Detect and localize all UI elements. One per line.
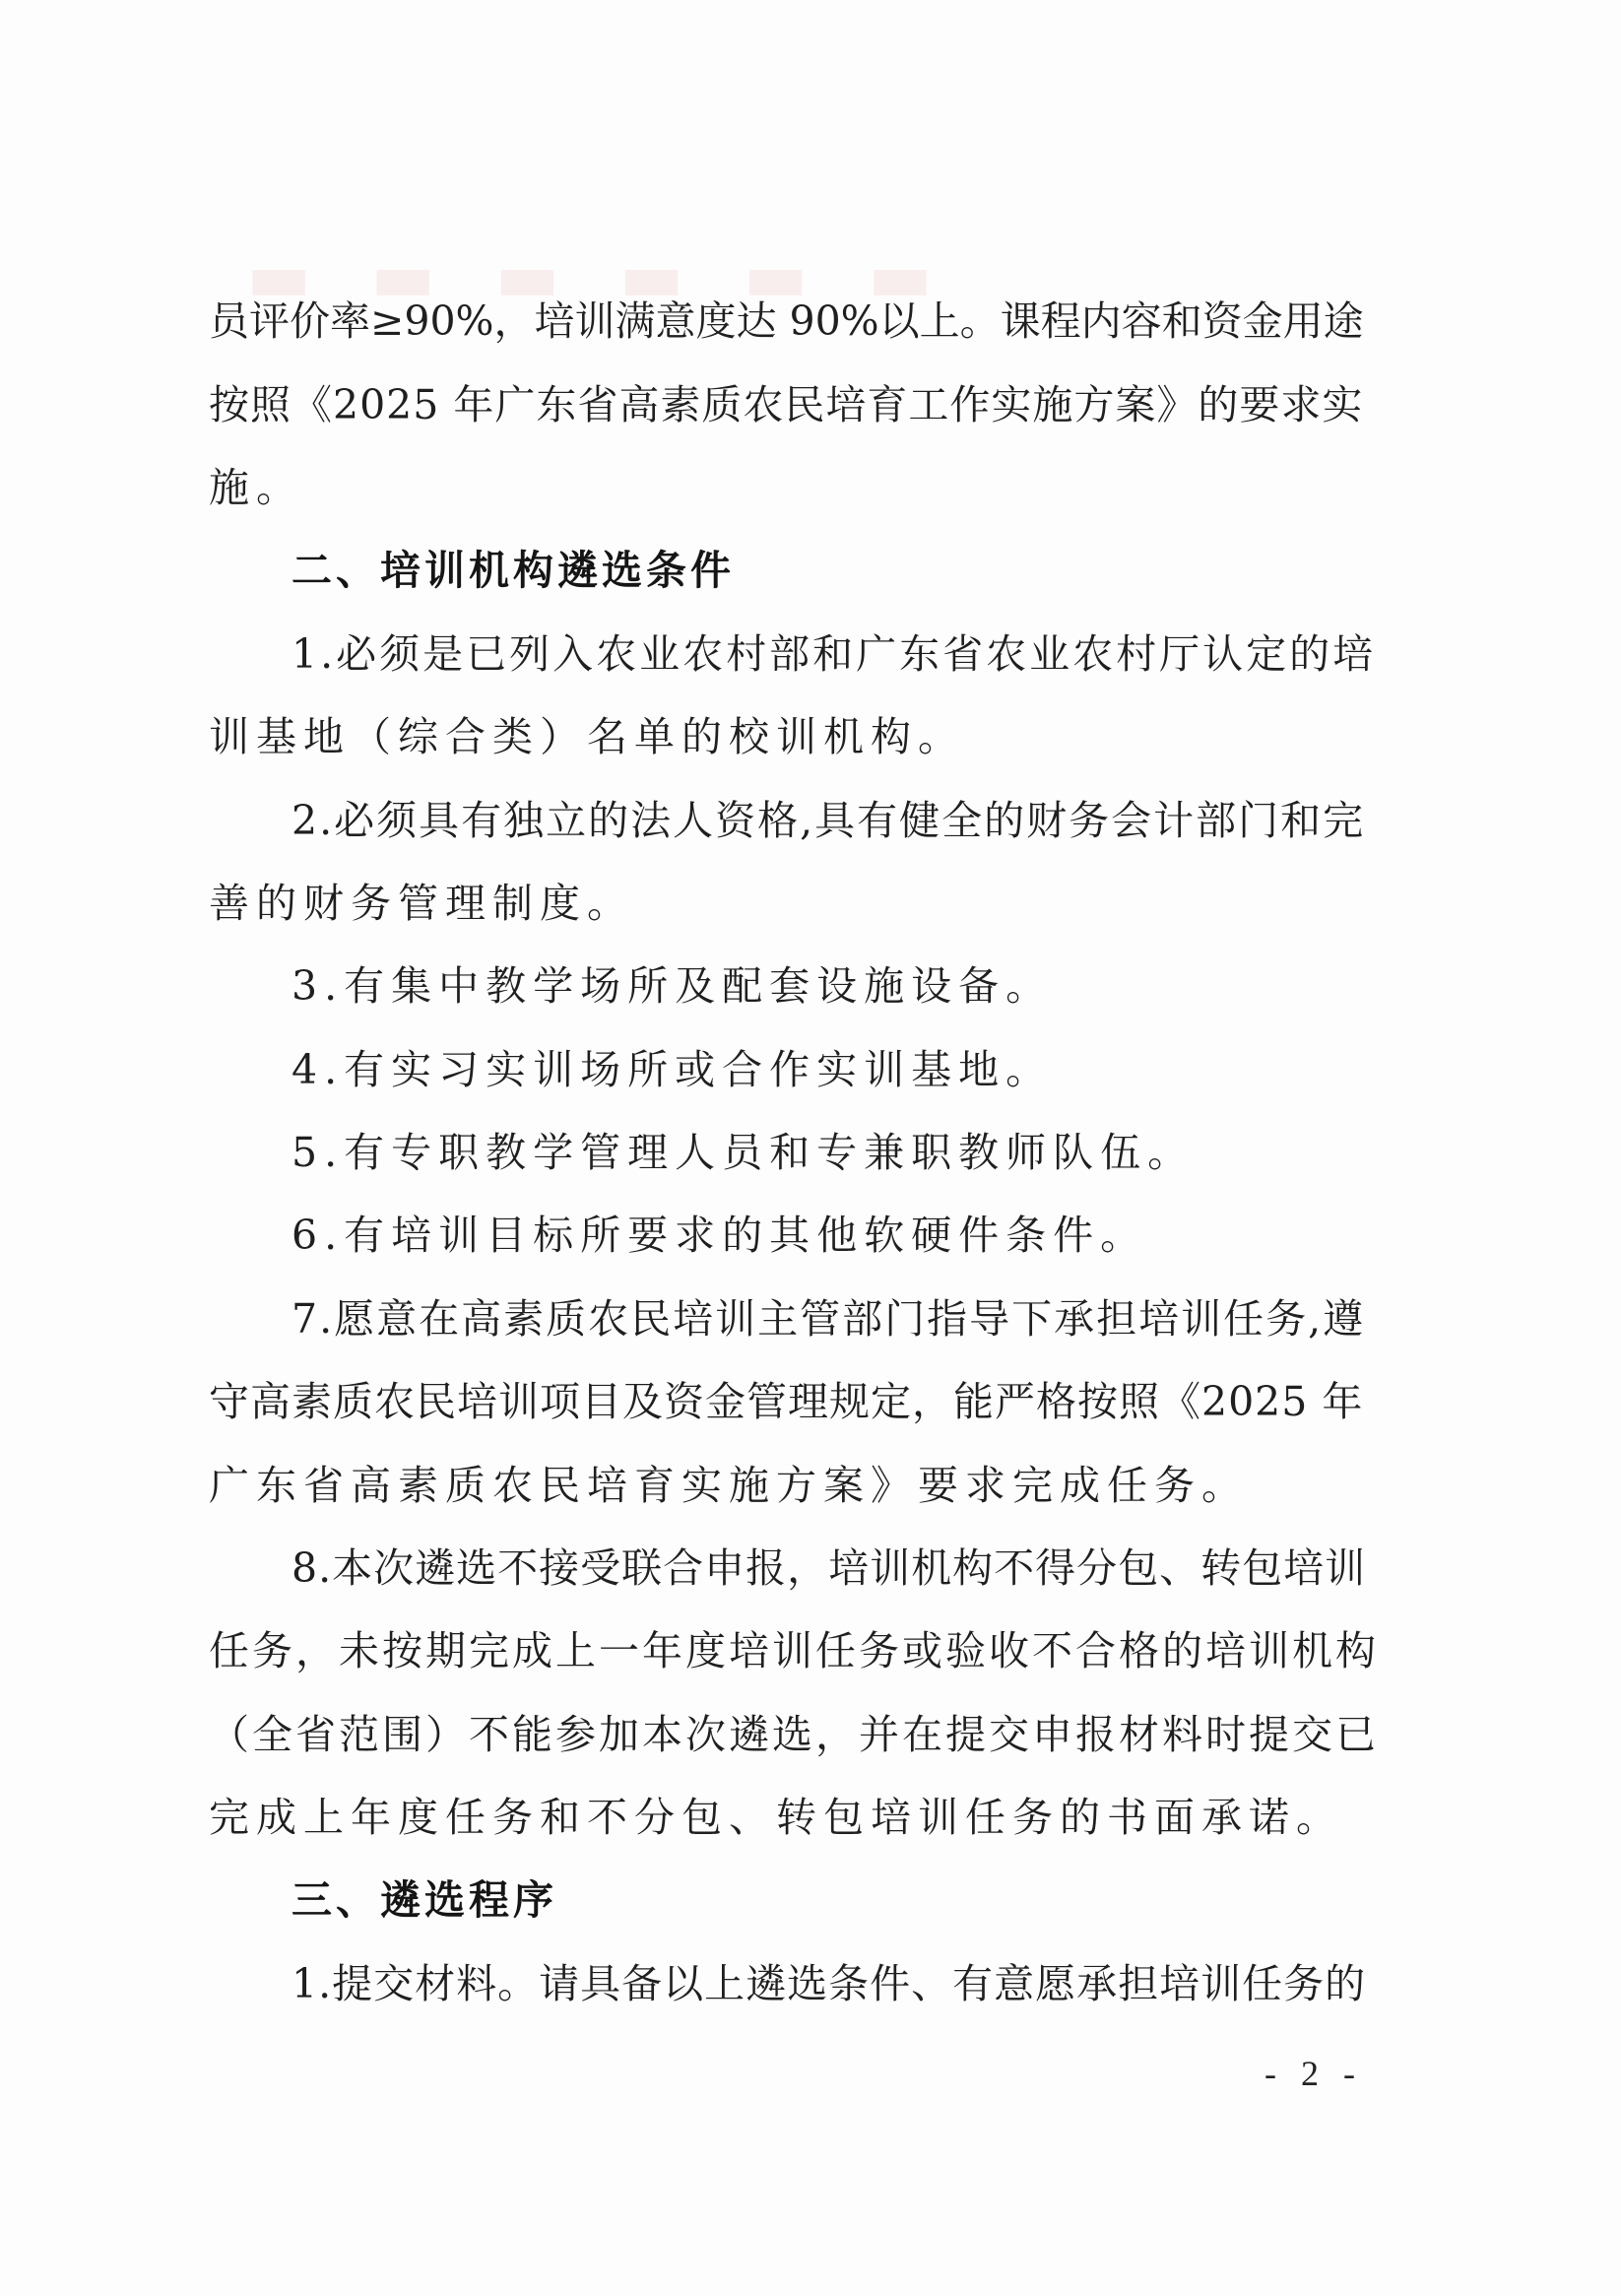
section-heading: 三、遴选程序 bbox=[292, 1876, 557, 1924]
body-line: （全省范围）不能参加本次遴选，并在提交申报材料时提交已 bbox=[209, 1711, 1379, 1758]
body-line: 5.有专职教学管理人员和专兼职教师队伍。 bbox=[292, 1129, 1196, 1176]
body-line: 8.本次遴选不接受联合申报，培训机构不得分包、转包培训 bbox=[292, 1544, 1367, 1592]
body-line: 6.有培训目标所要求的其他软硬件条件。 bbox=[292, 1212, 1148, 1259]
body-line: 善的财务管理制度。 bbox=[209, 880, 634, 927]
body-line: 广东省高素质农民培育实施方案》要求完成任务。 bbox=[209, 1462, 1249, 1509]
page-number: - 2 - bbox=[1264, 2054, 1363, 2093]
body-line: 完成上年度任务和不分包、转包培训任务的书面承诺。 bbox=[209, 1794, 1343, 1841]
body-line: 1.必须是已列入农业农村部和广东省农业农村厅认定的培 bbox=[292, 630, 1377, 678]
body-line: 4.有实习实训场所或合作实训基地。 bbox=[292, 1046, 1054, 1093]
body-line: 按照《2025 年广东省高素质农民培育工作实施方案》的要求实 bbox=[209, 381, 1364, 428]
section-heading: 二、培训机构遴选条件 bbox=[292, 547, 735, 594]
bleed-through-mark: ▬▬▬▬▬▬ bbox=[246, 236, 992, 317]
body-line: 任务，未按期完成上一年度培训任务或验收不合格的培训机构 bbox=[209, 1627, 1379, 1674]
body-line: 3.有集中教学场所及配套设施设备。 bbox=[292, 962, 1054, 1010]
body-line: 7.愿意在高素质农民培训主管部门指导下承担培训任务,遵 bbox=[292, 1295, 1366, 1343]
body-line: 1.提交材料。请具备以上遴选条件、有意愿承担培训任务的 bbox=[292, 1960, 1367, 2007]
body-line: 员评价率≥90%，培训满意度达 90%以上。课程内容和资金用途 bbox=[209, 297, 1364, 345]
body-line: 守高素质农民培训项目及资金管理规定，能严格按照《2025 年 bbox=[209, 1378, 1364, 1425]
body-line: 施。 bbox=[209, 464, 303, 511]
body-line: 训基地（综合类）名单的校训机构。 bbox=[209, 713, 965, 760]
body-line: 2.必须具有独立的法人资格,具有健全的财务会计部门和完 bbox=[292, 797, 1366, 844]
